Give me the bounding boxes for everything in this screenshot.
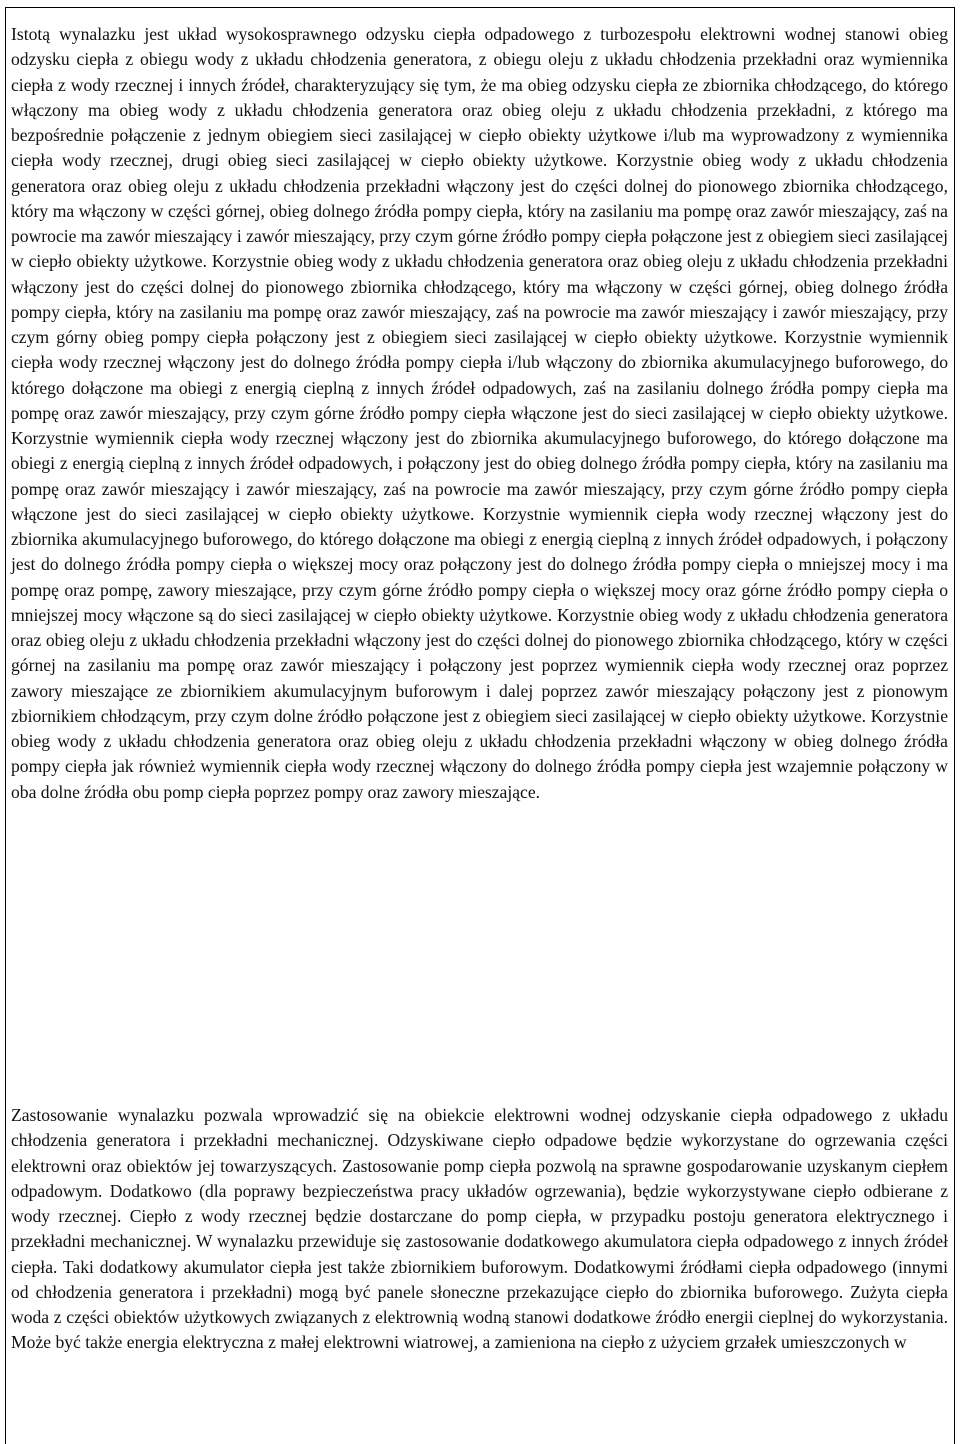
paragraph-invention-application: Zastosowanie wynalazku pozwala wprowadzić się na obiekcie elektrowni wodnej odzyskanie ciepła odpadowego z układu chłodzenia generatora i przekładni mechanicznej. Odzyskiwane ciepło odpadowe będzie wykorzystane do ogrzewania części elektrowni oraz obiektów jej towarzyszących. Zastosowanie pomp ciepła pozwolą na sprawne gospodarowanie uzyskanym ciepłem odpadowym. Dodatkowo (dla poprawy bezpieczeństwa pracy układów ogrzewania), będzie wykorzystywane ciepło odbierane z wody rzecznej. Ciepło z wody rzecznej będzie dostarczane do pomp ciepła, w przypadku postoju generatora elektrycznego i przekładni mechanicznej. W wynalazku przewiduje się zastosowanie dodatkowego akumulatora ciepła odpadowego z innych źródeł ciepła. Taki dodatkowy akumulator ciepła jest także zbiornikiem buforowym. Dodatkowymi źródłami ciepła odpadowego (innymi od chłodzenia generatora i przekładni) mogą być panele słoneczne przekazujące ciepło do zbiornika buforowego. Zużyta ciepła woda z części obiektów użytkowych związanych z elektrownią wodną stanowi dodatkowe źródło energii cieplnej do wykorzystania. Może być także energia elektryczna z małej elektrowni wiatrowej, a zamieniona na ciepło z użyciem grzałek umieszczonych w xyxy=(11,1105,948,1353)
paragraph-invention-essence: Istotą wynalazku jest układ wysokosprawnego odzysku ciepła odpadowego z turbozespołu elektrowni wodnej stanowi obieg odzysku ciepła z obiegu wody z układu chłodzenia generatora, z obiegu oleju z układu chłodzenia przekładni oraz wymiennika ciepła z wody rzecznej i innych źródeł, charakteryzujący się tym, że ma obieg odzysku ciepła ze zbiornika chłodzącego, do którego włączony ma obieg wody z układu chłodzenia generatora oraz obieg oleju z układu chłodzenia przekładni, z którego ma bezpośrednie połączenie z jednym obiegiem sieci zasilającej w ciepło obiekty użytkowe i/lub ma wyprowadzony z wymiennika ciepła wody rzecznej, drugi obieg sieci zasilającej w ciepło obiekty użytkowe. Korzystnie obieg wody z układu chłodzenia generatora oraz obieg oleju z układu chłodzenia przekładni włączony jest do części dolnej do pionowego zbiornika chłodzącego, który ma włączony w części górnej, obieg dolnego źródła pompy ciepła, który na zasilaniu ma pompę oraz zawór mieszający, zaś na powrocie ma zawór mieszający i zawór mieszający, przy czym górne źródło pompy ciepła połączone jest z obiegiem sieci zasilającej w ciepło obiekty użytkowe. Korzystnie obieg wody z układu chłodzenia generatora oraz obieg oleju z układu chłodzenia przekładni włączony jest do części dolnej do pionowego zbiornika chłodzącego, który ma włączony w części górnej, obieg dolnego źródła pompy ciepła, który na zasilaniu ma pompę oraz zawór mieszający, zaś na powrocie ma zawór mieszający i zawór mieszający, przy czym górny obieg pompy ciepła połączony jest z obiegiem sieci zasilającej w ciepło obiekty użytkowe. Korzystnie wymiennik ciepła wody rzecznej włączony jest do dolnego źródła pompy ciepła i/lub włączony do zbiornika akumulacyjnego buforowego, do którego dołączone ma obiegi z energią cieplną z innych źródeł odpadowych, zaś na zasilaniu dolnego źródła pompy ciepła ma pompę oraz zawór mieszający, przy czym górne źródło pompy ciepła włączone jest do sieci zasilającej w ciepło obiekty użytkowe. Korzystnie wymiennik ciepła wody rzecznej włączony jest do zbiornika akumulacyjnego buforowego, do którego dołączone ma obiegi z energią cieplną z innych źródeł odpadowych, i połączony jest do obieg dolnego źródła pompy ciepła, który na zasilaniu ma pompę oraz zawór mieszający i zawór mieszający, zaś na powrocie ma zawór mieszający, przy czym górne źródło pompy ciepła włączone jest do sieci zasilającej w ciepło obiekty użytkowe. Korzystnie wymiennik ciepła wody rzecznej włączony jest do zbiornika akumulacyjnego buforowego, do którego dołączone ma obiegi z energią cieplną z innych źródeł odpadowych, i połączony jest do dolnego źródła pompy ciepła o większej mocy oraz połączony jest do dolnego źródła pompy ciepła o mniejszej mocy i ma pompę oraz pompę, zawory mieszające, przy czym górne źródło pompy ciepła o większej mocy oraz górne źródło pompy ciepła o mniejszej mocy włączone są do sieci zasilającej w ciepło obiekty użytkowe. Korzystnie obieg wody z układu chłodzenia generatora oraz obieg oleju z układu chłodzenia przekładni włączony jest do części dolnej do pionowego zbiornika chłodzącego, który w części górnej na zasilaniu ma pompę oraz zawór mieszający i połączony jest poprzez wymiennik ciepła wody rzecznej oraz poprzez zawory mieszające ze zbiornikiem akumulacyjnym buforowym i dalej poprzez zawór mieszający połączony jest z pionowym zbiornikiem chłodzącym, przy czym dolne źródło połączone jest z obiegiem sieci zasilającej w ciepło obiekty użytkowe. Korzystnie obieg wody z układu chłodzenia generatora oraz obieg oleju z układu chłodzenia przekładni włączony w obieg dolnego źródła pompy ciepła jak również wymiennik ciepła wody rzecznej włączony do dolnego źródła pompy ciepła jest wzajemnie połączony w oba dolne źródła obu pomp ciepła poprzez pompy oraz zawory mieszające. xyxy=(11,24,948,802)
